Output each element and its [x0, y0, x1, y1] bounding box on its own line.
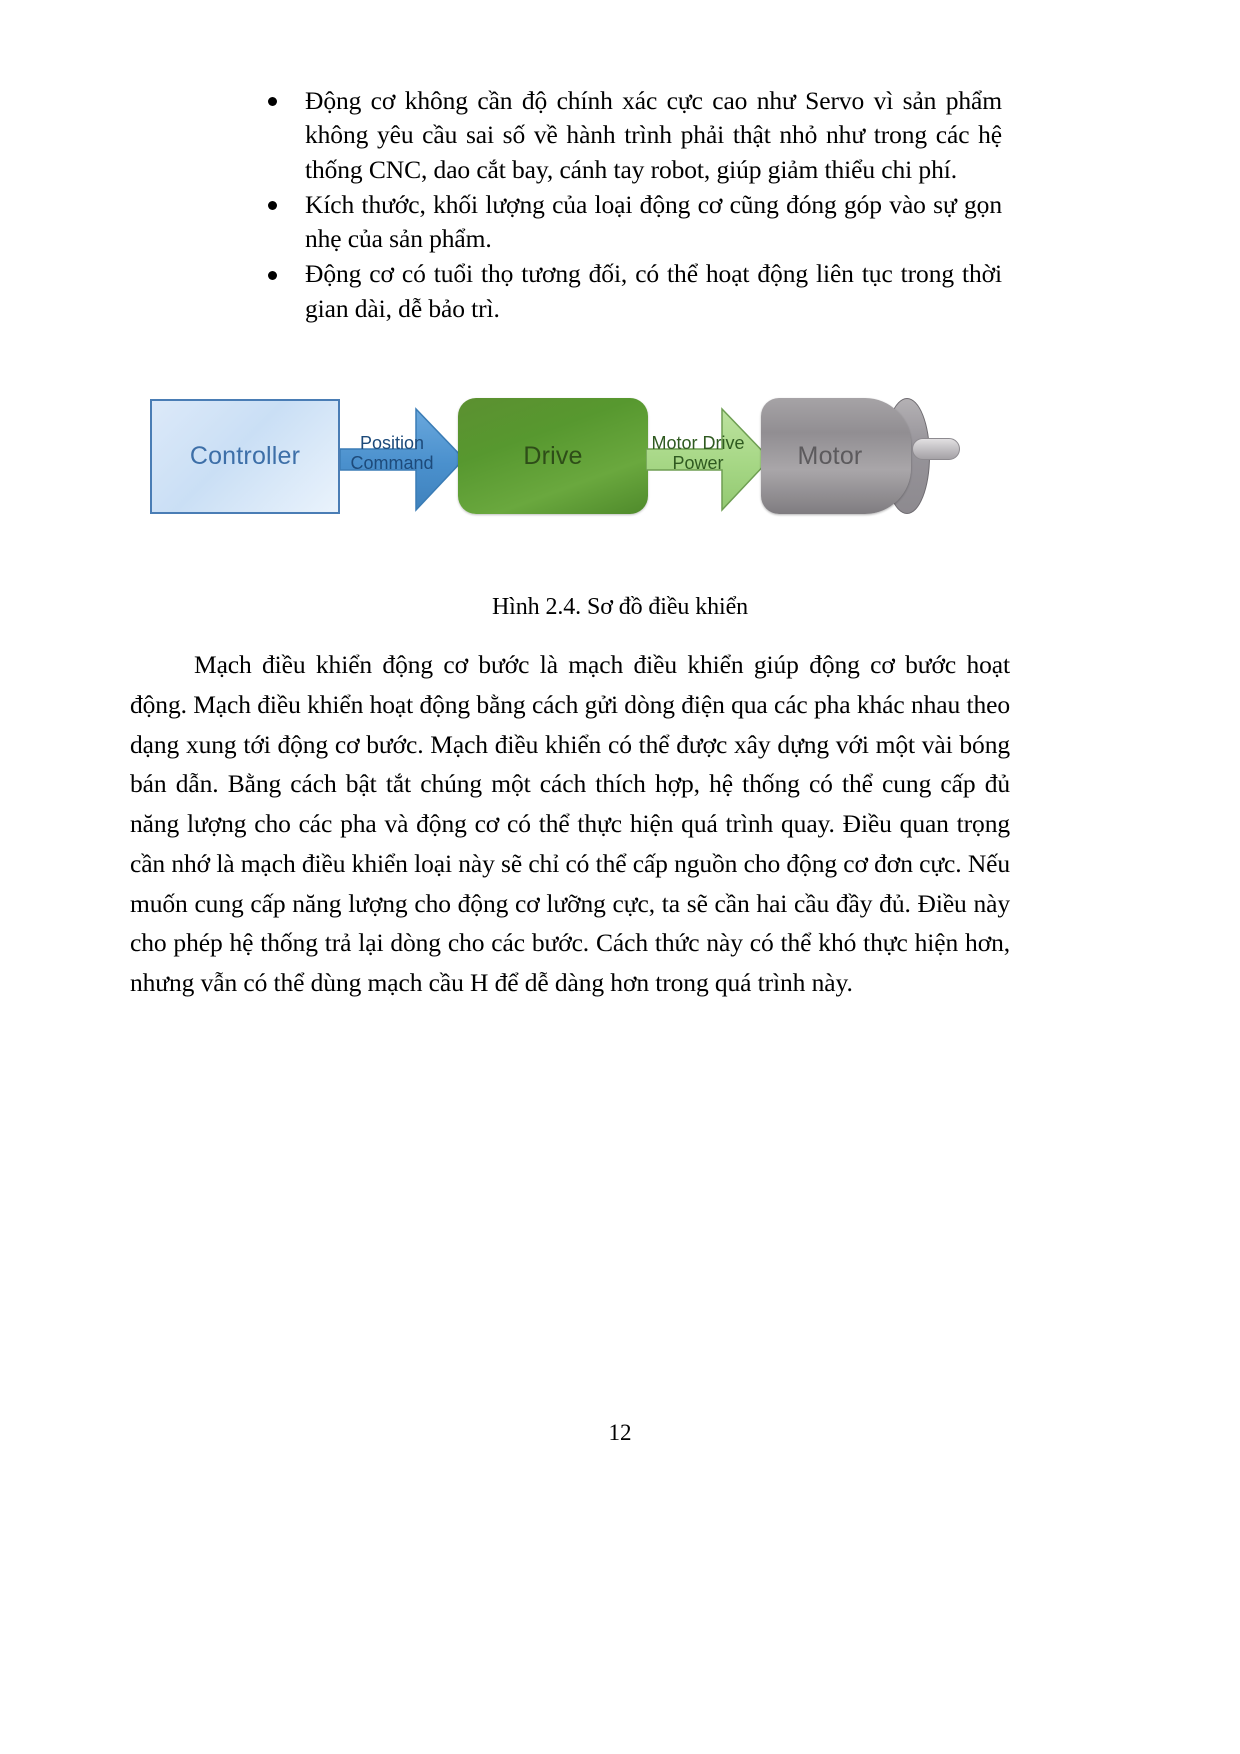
list-item-text: Kích thước, khối lượng của loại động cơ cũng đóng góp vào sự gọn nhẹ của sản phẩm.	[305, 189, 1002, 254]
control-block-diagram	[146, 385, 976, 545]
bullet-dot-icon	[268, 201, 277, 210]
list-item	[262, 257, 1002, 326]
arrow-label-line1: Position	[359, 433, 425, 453]
motor-shaft	[912, 438, 960, 460]
figure-caption: Hình 2.4. Sơ đồ điều khiển	[491, 594, 749, 620]
motor-label: Motor	[797, 441, 863, 470]
arrow-label-line2: Power	[672, 453, 724, 474]
controller-label: Controller	[189, 442, 301, 470]
diagram-node-motor	[761, 398, 911, 514]
body-paragraph: Mạch điều khiển động cơ bước là mạch điều khiển giúp động cơ bước hoạt động. Mạch điều khiển hoạt động bằng cách gửi dòng điện qua các pha khác nhau theo dạng xung tới động cơ bước. Mạch điều khiển có thể được xây dựng với một vài bóng bán dẫn. Bằng cách bật tắt chúng một cách thích hợp, hệ thống có thể cung cấp đủ năng lượng cho các pha và động cơ có thể thực hiện quá trình quay. Điều quan trọng cần nhớ là mạch điều khiển loại này sẽ chỉ có thể cấp nguồn cho động cơ đơn cực. Nếu muốn cung cấp năng lượng cho động cơ lưỡng cực, ta sẽ cần hai cầu đầy đủ. Điều này cho phép hệ thống trả lại dòng cho các bước. Cách thức này có thể khó thực hiện hơn, nhưng vẫn có thể dùng mạch cầu H để dễ dàng hơn trong quá trình này.	[130, 650, 1011, 998]
arrow-label-line1: Motor Drive	[651, 433, 745, 453]
list-item	[262, 188, 1002, 257]
diagram-node-controller	[150, 399, 340, 514]
arrow-motor-drive-power-icon	[646, 407, 770, 512]
list-item	[262, 84, 1002, 187]
list-item-text: Động cơ có tuổi thọ tương đối, có thể hoạt động liên tục trong thời gian dài, dễ bảo trì.	[305, 259, 1002, 323]
bullet-dot-icon	[268, 97, 277, 106]
arrow-position-command-icon	[340, 407, 464, 512]
list-item-text: Động cơ không cần độ chính xác cực cao như Servo vì sản phẩm không yêu cầu sai số về hành trình phải thật nhỏ như trong các hệ thống CNC, dao cắt bay, cánh tay robot, giúp giảm thiểu chi phí.	[305, 86, 1002, 184]
bullet-dot-icon	[268, 271, 277, 280]
advantages-bullet-list	[262, 84, 1002, 326]
arrow-label-line2: Command	[350, 453, 434, 474]
figure-control-diagram	[146, 385, 976, 545]
page-number: 12	[608, 1420, 632, 1445]
drive-label: Drive	[523, 441, 583, 470]
diagram-node-drive	[458, 398, 648, 514]
